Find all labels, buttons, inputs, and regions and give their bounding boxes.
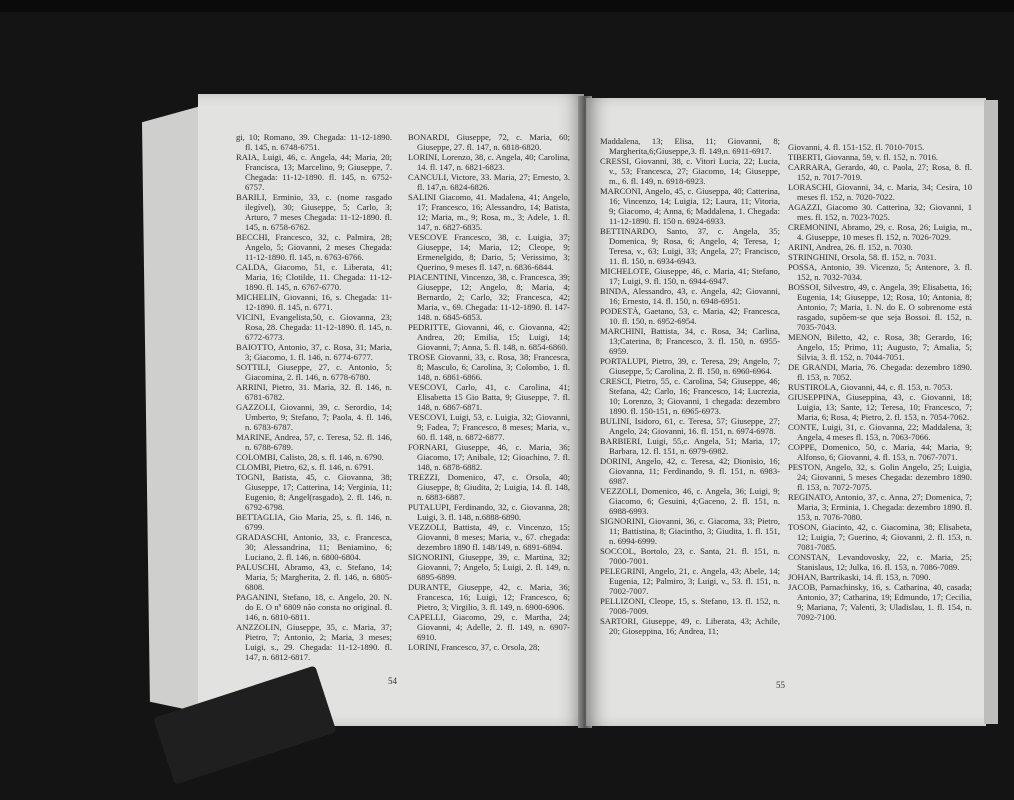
register-entry: STRINGHINI, Orsola, 58. fl. 152, n. 7031. (788, 252, 937, 262)
register-entry: LORASCHI, Giovanni, 34, c. Maria, 34; Cesira, 10 meses fl. 152, n. 7020-7022. (788, 182, 972, 202)
register-entry: VICINI, Evangelista,50, c. Giovanna, 23; Rosa, 28. Chegada: 11-12-1890. fl. 145, n. 6772-6773. (236, 312, 392, 342)
register-entry: POSSA, Antonio, 39. Vicenzo, 5; Antenore, 3. fl. 152, n. 7032-7034. (788, 262, 972, 282)
register-entry: CRESSI, Giovanni, 38, c. Vitori Lucia, 22; Lucia, v., 53; Francesca, 27; Giacomo, 14; Giuseppe, m., 6. fl. 149, n. 6918-6923. (600, 156, 780, 186)
register-entry: AGAZZI, Giacomo 30. Catterina, 32; Giovanni, 1 mes. fl. 152, n. 7023-7025. (788, 202, 972, 222)
register-entry: Maddalena, 13; Elisa, 11; Giovanni, 8; Margherita,6;Giuseppe,3. fl. 149,n. 6911-6917. (600, 136, 780, 156)
register-entry: SALINI Giacomo, 41. Madalena, 41; Angelo, 17; Francesco, 16; Alessandro, 14; Batista, 12; Maria, m., 9; Rosa, m., 3; Adele, 1. fl. 147, n. 6827-6835. (408, 192, 570, 232)
register-entry: CONSTAN, Levandovosky, 22, c. Maria, 25; Stanislaus, 12; Julka, 16. fl. 153, n. 7086-7089. (788, 552, 972, 572)
register-entry: TOSON, Giacinto, 42, c. Giacomina, 38; Elisabeta, 12; Luigia, 7; Guerino, 4; Giovanni, 2. fl. 153, n. 7081-7085. (788, 522, 972, 552)
register-entry: PESTON, Angelo, 32, s. Golin Angelo, 25; Luigia, 24; Giovanni, 5 meses Chegada: dezembro 1890. fl. 153, n. 7072-7075. (788, 462, 972, 492)
register-entry: BETTINARDO, Santo, 37, c. Angela, 35; Domenica, 9; Rosa, 6; Angelo, 4; Teresa, 1; Teresa, v., 63; Luigi, 33; Angela, 27; Francisco, 11. fl. 150, n. 6934-6943. (600, 226, 780, 266)
left-page-column-1 (236, 132, 392, 662)
register-entry: SOCCOL, Bortolo, 23, c. Santa, 21. fl. 151, n. 7000-7001. (600, 546, 780, 566)
right-page (586, 98, 986, 726)
register-entry: SIGNORINI, Giovanni, 36, c. Giacoma, 33; Pietro, 11; Battistina, 8; Giacintho, 3; Giudita, 1. fl. 151, n. 6994-6999. (600, 516, 780, 546)
register-entry: Giovanni, 4. fl. 151-152. fl. 7010-7015. (788, 142, 925, 152)
register-entry: JOHAN, Bartrikaski, 14. fl. 153, n. 7090. (788, 572, 931, 582)
register-entry: BONARDI, Giuseppe, 72, c. Maria, 60; Giuseppe, 27. fl. 147, n. 6818-6820. (408, 132, 570, 152)
register-entry: CAPELLI, Giacomo, 29, c. Martha, 24; Giovanni, 4; Adelle, 2. fl. 149, n. 6907-6910. (408, 612, 570, 642)
register-entry: VESCOVI, Luigi, 53, c. Luigia, 32; Giovanni, 9; Fadea, 7; Francesco, 8 meses; Maria, v., 60. fl. 148, n. 6872-6877. (408, 412, 570, 442)
right-page-column-2 (788, 142, 972, 622)
left-page-column-2 (408, 132, 570, 652)
register-entry: DURANTE, Giuseppe, 42, c. Maria, 36; Francesca, 16; Luigi, 12; Francesco, 6; Pietro, 3; Virgilio, 3. fl. 149, n. 6900-6906. (408, 582, 570, 612)
register-entry: PAGANINI, Stefano, 18, c. Angelo, 20. N. do E. O nº 6809 não consta no original. fl. 146, n. 6810-6811. (236, 592, 392, 622)
register-entry: PALUSCHI, Abramo, 43, c. Stefano, 14; Maria, 5; Margherita, 2. fl. 146, n. 6805-6808. (236, 562, 392, 592)
register-entry: BOSSOI, Silvestro, 49, c. Angela, 39; Elisabetta, 16; Eugenia, 14; Giuseppe, 12; Rosa, 10; Antonia, 8; Antonio, 7; Maria, 1. N. do E. O sobrenome está rasgado, supõem-se que seja Bossoi. fl. 152, n. 7035-7043. (788, 282, 972, 332)
register-entry: PORTALUPI, Pietro, 39, c. Teresa, 29; Angelo, 7; Giuseppe, 5; Carolina, 2. fl. 150, n. 6960-6964. (600, 356, 780, 376)
register-entry: PODESTÀ, Gaetano, 53, c. Maria, 42; Francesca, 10. fl. 150, n. 6952-6954. (600, 306, 780, 326)
register-entry: CLOMBI, Pietro, 62, s. fl. 146, n. 6791. (236, 462, 374, 472)
register-entry: BAIOTTO, Antonio, 37, c. Rosa, 31; Maria, 3; Giacomo, 1. fl. 146, n. 6774-6777. (236, 342, 392, 362)
register-entry: PEDRITTE, Giovanni, 46, c. Giovanna, 42; Andrea, 20; Emilia, 15; Luigi, 14; Giovanni, 7; Anna, 5. fl. 148, n. 6854-6860. (408, 322, 570, 352)
register-entry: CRESCI, Pietro, 55, c. Carolina, 54; Giuseppe, 46; Stefana, 42; Carlo, 16; Francesco, 14; Lucrezia, 10; Lorenzo, 3; Giovanni, 1 chegada: dezembro 1890. fl. 150-151, n. 6965-6973. (600, 376, 780, 416)
register-entry: BARBIERI, Luigi, 55,c. Angela, 51; Maria, 17; Barbara, 12. fl. 151, n. 6979-6982. (600, 436, 780, 456)
register-entry: COLOMBI, Calisto, 28, s. fl. 146, n. 6790. (236, 452, 384, 462)
register-entry: GRADASCHI, Antonio, 33, c. Francesca, 30; Alessandrina, 11; Beniamino, 6; Luciano, 2. fl. 146, n. 6800-6804. (236, 532, 392, 562)
register-entry: TREZZI, Domenico, 47, c. Orsola, 40; Giuseppe, 8; Giudita, 2; Luigia, 14. fl. 148, n. 6883-6887. (408, 472, 570, 502)
register-entry: CREMONINI, Abramo, 29, c. Rosa, 26; Luigia, m., 4. Giuseppe, 10 meses fl. 152, n. 7026-7029. (788, 222, 972, 242)
register-entry: CONTE, Luigi, 31, c. Giovanna, 22; Maddalena, 3; Angela, 4 meses fl. 153, n. 7063-7066. (788, 422, 972, 442)
register-entry: RAIA, Luigi, 46, c. Angela, 44; Maria, 20; Francisca, 13; Marcelino, 9; Giuseppe, 7. Chegada: 11-12-1890. fl. 145, n. 6752-6757. (236, 152, 392, 192)
register-entry: LORINI, Francesco, 37, c. Orsola, 28; (408, 642, 540, 652)
register-entry: MARINE, Andrea, 57, c. Teresa, 52. fl. 146, n. 6788-6789. (236, 432, 392, 452)
register-entry: VEZZOLI, Battista, 49, c. Vincenzo, 15; Giovanni, 8 meses; Maria, v., 67. chegada: dezembro 1890 fl. 148/149, n. 6891-6894. (408, 522, 570, 552)
register-entry: CALDA, Giacomo, 51, c. Liberata, 41; Maria, 16; Clotilde, 11. Chegada: 11-12-1890. fl. 145, n. 6767-6770. (236, 262, 392, 292)
register-entry: CANCULI, Victore, 33. Maria, 27; Ernesto, 3. fl. 147,n. 6824-6826. (408, 172, 570, 192)
register-entry: SARTORI, Giuseppe, 49, c. Liberata, 43; Achile, 20; Gioseppina, 16; Andrea, 11; (600, 616, 780, 636)
register-entry: DORINI, Angelo, 42, c. Teresa, 42; Dionisio, 16; Giovanna, 11; Ferdinando, 9. fl. 151, n. 6983-6987. (600, 456, 780, 486)
page-number-right: 55 (776, 680, 785, 690)
register-entry: BINDA, Alessandro, 43, c. Angela, 42; Giovanni, 16; Ernesto, 14. fl. 150, n. 6948-6951. (600, 286, 780, 306)
register-entry: GAZZOLI, Giovanni, 39, c. Serordio, 14; Umberto, 9; Stefano, 7; Paola, 4. fl. 146, n. 6783-6787. (236, 402, 392, 432)
register-entry: BARILI, Erminio, 33, c. (nome rasgado ilegível), 30; Giuseppe, 5; Carlo, 3; Arturo, 7 meses Chegada: 11-12-1890. fl. 145, n. 6758-6762. (236, 192, 392, 232)
register-entry: PELLIZONI, Cleope, 15, s. Stefano, 13. fl. 152, n. 7008-7009. (600, 596, 780, 616)
book-page-stack-right (984, 100, 998, 724)
register-entry: MARCHINI, Battista, 34, c. Rosa, 34; Carlina, 13;Caterina, 8; Francesco, 3. fl. 150, n. 6955-6959. (600, 326, 780, 356)
right-page-column-1 (600, 136, 780, 636)
register-entry: PIACENTINI, Vincenzo, 38, c. Francesca, 39; Giuseppe, 12; Angelo, 8; Maria, 4; Bernardo, 2; Carlo, 32; Francesca, 42; Maria, v., 69. Chegada: 11-12-1890. fl. 147-148. n. 6845-6853. (408, 272, 570, 322)
register-entry: SOTTILI, Giuseppe, 27, c. Antonio, 5; Giacomina, 2. fl. 146, n. 6778-6780. (236, 362, 392, 382)
register-entry: BULINI, Isidoro, 61, c. Teresa, 57; Giuseppe, 27; Angelo, 24; Giovanni, 16. fl. 151, n. 6974-6978. (600, 416, 780, 436)
register-entry: GIUSEPPINA, Giuseppina, 43, c. Giovanni, 18; Luigia, 13; Sante, 12; Teresa, 10; Francesco, 7; Maria, 6; Rosa, 4; Pietro, 2. fl. 153, n. 7054-7062. (788, 392, 972, 422)
register-entry: MICHELIN, Giovanni, 16, s. Chegada: 11-12-1890. fl. 145, n. 6771. (236, 292, 392, 312)
register-entry: TOGNI, Batista, 45, c. Giovanna, 38; Giuseppe, 17; Catterina, 14; Verginia, 11; Eugenio, 8; Angel(rasgado), 2. fl. 146, n. 6792-6798. (236, 472, 392, 512)
register-entry: TROSE Giovanni, 33, c. Rosa, 38; Francesca, 8; Masculo, 6; Carolina, 3; Colombo, 1. fl. 148, n. 6861-6866. (408, 352, 570, 382)
register-entry: ARINI, Andrea, 26. fl. 152, n. 7030. (788, 242, 913, 252)
register-entry: VEZZOLI, Domenico, 46, c. Angela, 36; Luigi, 9; Giacomo, 6; Gesuini, 4;Gaceno, 2. fl. 151, n. 6988-6993. (600, 486, 780, 516)
register-entry: ANZZOLIN, Giuseppe, 35, c. Maria, 37; Pietro, 7; Antonio, 2; Maria, 3 meses; Luigi, s., 29. Chegada: 11-12-1890. fl. 147, n. 6812-6817. (236, 622, 392, 662)
register-entry: VESCOVE Francesco, 38, c. Luigia, 37; Giuseppe, 14; Maria, 12; Cleope, 9; Ermenelgido, 8; Dario, 5; Verissimo, 3; Querino, 9 meses fl. 147, n. 6836-6844. (408, 232, 570, 272)
register-entry: DE GRANDI, Maria, 76. Chegada: dezembro 1890. fl. 153, n. 7052. (788, 362, 972, 382)
register-entry: BETTAGLIA, Gio Maria, 25, s. fl. 146, n. 6799. (236, 512, 392, 532)
register-entry: BECCHI, Francesco, 32, c. Palmira, 28; Angelo, 5; Giovanni, 2 meses Chegada: 11-12-1890. fl. 145, n. 6763-6766. (236, 232, 392, 262)
register-entry: MICHELOTE, Giuseppe, 46, c. Maria, 41; Stefano, 17; Luigi, 9. fl. 150, n. 6944-6947. (600, 266, 780, 286)
register-entry: RUSTIROLA, Giovanni, 44, c. fl. 153, n. 7053. (788, 382, 953, 392)
register-entry: REGINATO, Antonio, 37, c. Anna, 27; Domenica, 7; Maria, 3; Erminia, 1. Chegada: dezembro 1890. fl. 153, n. 7076-7080. (788, 492, 972, 522)
background-top-edge (0, 0, 1014, 12)
register-entry: CARRARA, Gerardo, 40, c. Paola, 27; Rosa, 8. fl. 152, n. 7017-7019. (788, 162, 972, 182)
page-number-left: 54 (388, 676, 397, 686)
register-entry: MARCONI, Angelo, 45, c. Giuseppa, 40; Catterina, 16; Vincenzo, 14; Luigia, 12; Laura, 11; Vitoria, 9; Giacomo, 4; Anna, 6; Maddalena, 1. Chegada: 11-12-1890. fl. 150 n. 6924-6933. (600, 186, 780, 226)
register-entry: MENON, Biletto, 42, c. Rosa, 38; Gerardo, 16; Angelo, 15; Primo, 11; Augusto, 7; Amalia, 5; Silvia, 3. fl. 152, n. 7044-7051. (788, 332, 972, 362)
register-entry: COPPE, Domenico, 50, c. Maria, 44; Maria, 9; Alfonso, 6; Giovanni, 4. fl. 153, n. 7067-7071. (788, 442, 972, 462)
register-entry: PUTALUPI, Ferdinando, 32, c. Giovanna, 28; Luigi, 3. fl. 148, n.6888-6890. (408, 502, 570, 522)
register-entry: ARRINI, Pietro, 31. Maria, 32. fl. 146, n. 6781-6782. (236, 382, 392, 402)
register-entry: FORNARI, Giuseppe, 46, c. Maria, 36; Giacomo, 17; Anibale, 12; Gioachino, 7. fl. 148, n. 6878-6882. (408, 442, 570, 472)
register-entry: gi, 10; Romano, 39. Chegada: 11-12-1890. fl. 145, n. 6748-6751. (236, 132, 392, 152)
register-entry: LORINI, Lorenzo, 38, c. Angela, 40; Carolina, 14. fl. 147, n. 6821-6823. (408, 152, 570, 172)
register-entry: SIGNORINI, Giuseppe, 39, c. Martina, 32; Giovanni, 7; Angelo, 5; Luigi, 2. fl. 149, n. 6895-6899. (408, 552, 570, 582)
left-page (198, 94, 584, 726)
register-entry: VESCOVI, Carlo, 41, c. Carolina, 41; Elisabetta 15 Gio Batta, 9; Giuseppe, 7. fl. 148, n. 6867-6871. (408, 382, 570, 412)
register-entry: PELEGRINI, Angelo, 21, c. Angela, 43; Abele, 14; Eugenia, 12; Palmiro, 3; Luigi, v., 53. fl. 151, n. 7002-7007. (600, 566, 780, 596)
register-entry: JACOB, Parnachinsky, 16, s. Catharina, 40, casada; Antonio, 37; Catharina, 19; Edmundo, 17; Cecilia, 9; Mariana, 7; Valenti, 3; Uladislau, 1. fl. 154, n. 7092-7100. (788, 582, 972, 622)
register-entry: TIBERTI, Giovanna, 59, v. fl. 152, n. 7016. (788, 152, 939, 162)
